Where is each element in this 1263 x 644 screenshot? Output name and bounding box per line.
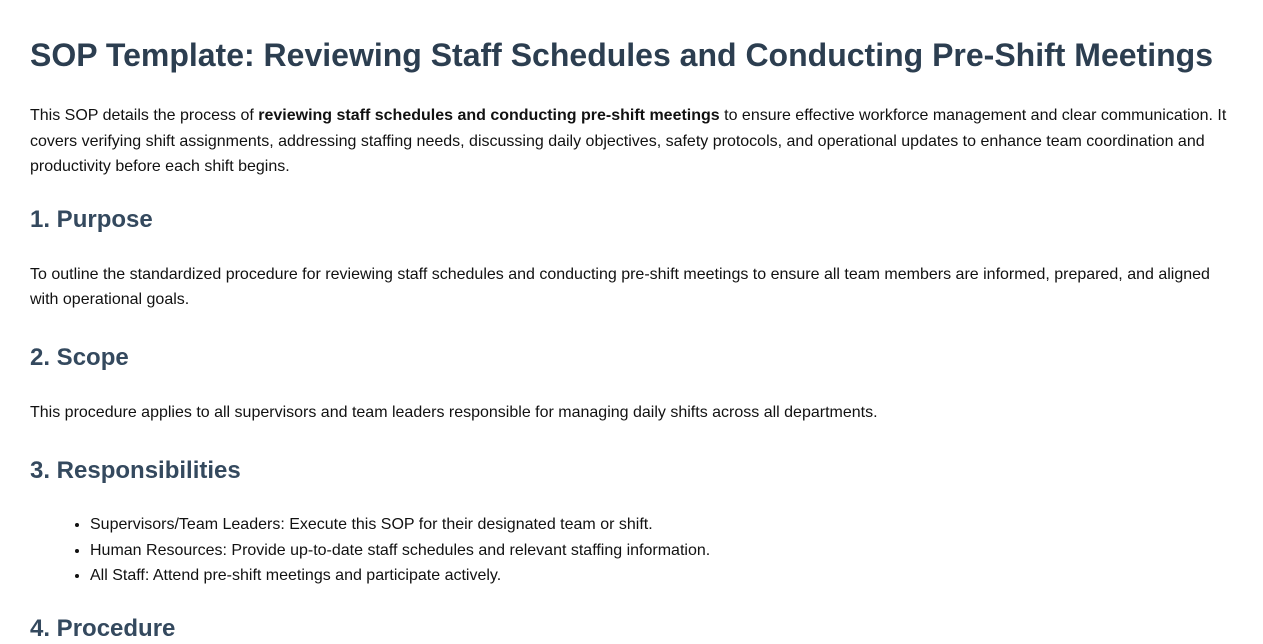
purpose-heading: 1. Purpose [30,205,153,233]
intro-text-start: This SOP details the process of [30,107,259,124]
responsibilities-list [30,512,1233,589]
scope-heading: 2. Scope [30,343,129,371]
responsibilities-heading: 3. Responsibilities [30,457,241,484]
intro-text-end: to ensure effective workforce management and clear communication. It covers verifying shift assignments, addressing staffing needs, discussing daily objectives, safety protocols, and operational updates to enhance team coordination and productivity before each shift begins. [30,107,1227,175]
intro-paragraph [30,103,1235,180]
scope-text: This procedure applies to all supervisors and team leaders responsible for managing daily shifts across all departments. [30,403,878,421]
procedure-heading: 4. Procedure [30,614,176,642]
list-item: • All Staff: Attend pre-shift meetings and participate actively. [90,563,1233,589]
list-item: • Human Resources: Provide up-to-date staff schedules and relevant staffing information. [90,538,1233,564]
list-item: • Supervisors/Team Leaders: Execute this SOP for their designated team or shift. [90,512,1233,538]
intro-bold-phrase: reviewing staff schedules and conducting pre-shift meetings [258,107,720,124]
purpose-text: To outline the standardized procedure for reviewing staff schedules and conducting pre-shift meetings to ensure all team members are informed, prepared, and aligned with operational goals. [30,265,1210,308]
page-title: SOP Template: Reviewing Staff Schedules and Conducting Pre-Shift Meetings [30,37,1213,73]
